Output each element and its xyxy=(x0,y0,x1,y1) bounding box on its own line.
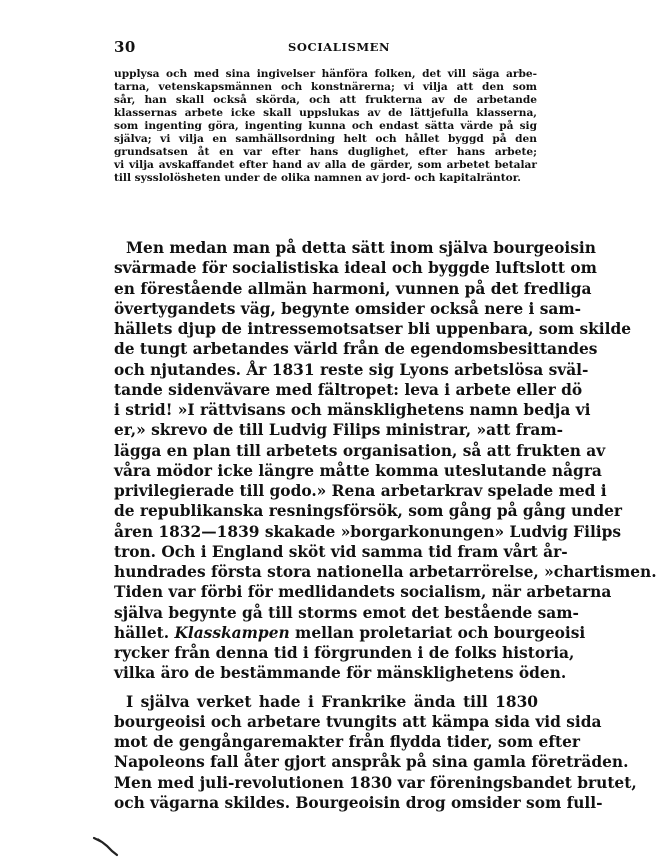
body-text xyxy=(114,238,657,813)
text-line: rycker från denna tid i förgrunden i de folks historia, xyxy=(114,644,575,662)
text-line: i strid! »I rättvisans och mänsklighetens namn bedja vi xyxy=(114,401,591,419)
text-line: I själva verket hade i Frankrike ända till 1830 xyxy=(126,692,538,711)
text-line: bourgeoisi och arbetare tvungits att kämpa sida vid sida xyxy=(114,712,602,731)
text-line: själva begynte gå till storms emot det bestående sam- xyxy=(114,603,579,622)
paragraph xyxy=(114,692,637,814)
text-line: de tungt arbetandes värld från de egendomsbesittandes xyxy=(114,340,598,359)
text-line: er,» skrevo de till Ludvig Filips ministrar, »att fram- xyxy=(114,421,564,440)
paragraph xyxy=(114,238,657,684)
quote-line: upplysa och med sina ingivelser hänföra folken, det vill säga arbe- xyxy=(114,68,537,80)
text-line: Napoleons fall åter gjort anspråk på sina gamla företräden. xyxy=(114,753,629,772)
quote-line: sår, han skall också skörda, och att frukterna av de arbetande xyxy=(114,94,537,107)
text-line: övertygandets väg, begynte omsider också nere i sam- xyxy=(114,299,582,318)
text-run: mellan proletariat och bourgeoisi xyxy=(289,623,586,642)
text-line: mot de gengångaremakter från flydda tider, som efter xyxy=(114,733,580,751)
quote-line: till sysslolösheten under de olika namnen av jord- och kapitalräntor. xyxy=(114,172,521,185)
text-line xyxy=(114,623,586,643)
text-line: privilegierade till godo.» Rena arbetarkrav spelade med i xyxy=(114,482,607,500)
text-line: Tiden var förbi för medlidandets socialism, när arbetarna xyxy=(114,583,612,602)
text-line: vilka äro de bestämmande för mänsklighetens öden. xyxy=(114,664,567,683)
text-line: och njutandes. År 1831 reste sig Lyons arbetslösa sväl- xyxy=(114,360,589,379)
page-header xyxy=(114,38,534,58)
text-line: svärmade för socialistiska ideal och byggde luftslott om xyxy=(114,259,597,278)
text-line: Men med juli-revolutionen 1830 var föreningsbandet brutet, xyxy=(114,773,637,792)
text-line: lägga en plan till arbetets organisation, så att frukten av xyxy=(114,441,606,460)
quote-line: grundsatsen åt en var efter hans duglighet, efter hans arbete; xyxy=(114,146,537,159)
text-run: hället. xyxy=(114,623,175,642)
running-head: SOCIALISMEN xyxy=(288,40,391,54)
quote-line: tarna, vetenskapsmännen och konstnärerna; vi vilja att den som xyxy=(114,81,537,94)
text-line: och vägarna skildes. Bourgeoisin drog omsider som full- xyxy=(114,793,603,812)
text-line: hundrades första stora nationella arbetarrörelse, »chartismen. xyxy=(114,563,657,581)
text-line: tron. Och i England sköt vid samma tid fram vårt år- xyxy=(114,542,568,561)
text-line: åren 1832—1839 skakade »borgarkonungen» Ludvig Filips xyxy=(114,522,622,541)
text-line: hällets djup de intressemotsatser bli uppenbara, som skilde xyxy=(114,320,632,338)
page-number: 30 xyxy=(114,38,136,56)
text-line: Men medan man på detta sätt inom själva bourgeoisin xyxy=(126,239,596,257)
quote-line: klassernas arbete icke skall uppslukas av de lättjefulla klasserna, xyxy=(114,107,537,120)
quote-line: som ingenting göra, ingenting kunna och endast sätta värde på sig xyxy=(114,120,537,133)
quote-line: själva; vi vilja en samhällsordning helt och hållet byggd på den xyxy=(114,133,537,146)
text-line: en förestående allmän harmoni, vunnen på det fredliga xyxy=(114,279,592,298)
stray-ink-mark xyxy=(92,835,120,857)
text-line: de republikanska resningsförsök, som gång på gång under xyxy=(114,502,623,521)
emphasized-term: Klasskampen xyxy=(174,623,290,642)
quote-line: vi vilja avskaffandet efter hand av alla de gärder, som arbetet betalar xyxy=(114,159,537,172)
text-line: våra mödor icke längre måtte komma uteslutande några xyxy=(114,461,602,480)
quote-block xyxy=(114,68,537,185)
text-line: tande sidenvävare med fältropet: leva i arbete eller dö xyxy=(114,380,583,399)
